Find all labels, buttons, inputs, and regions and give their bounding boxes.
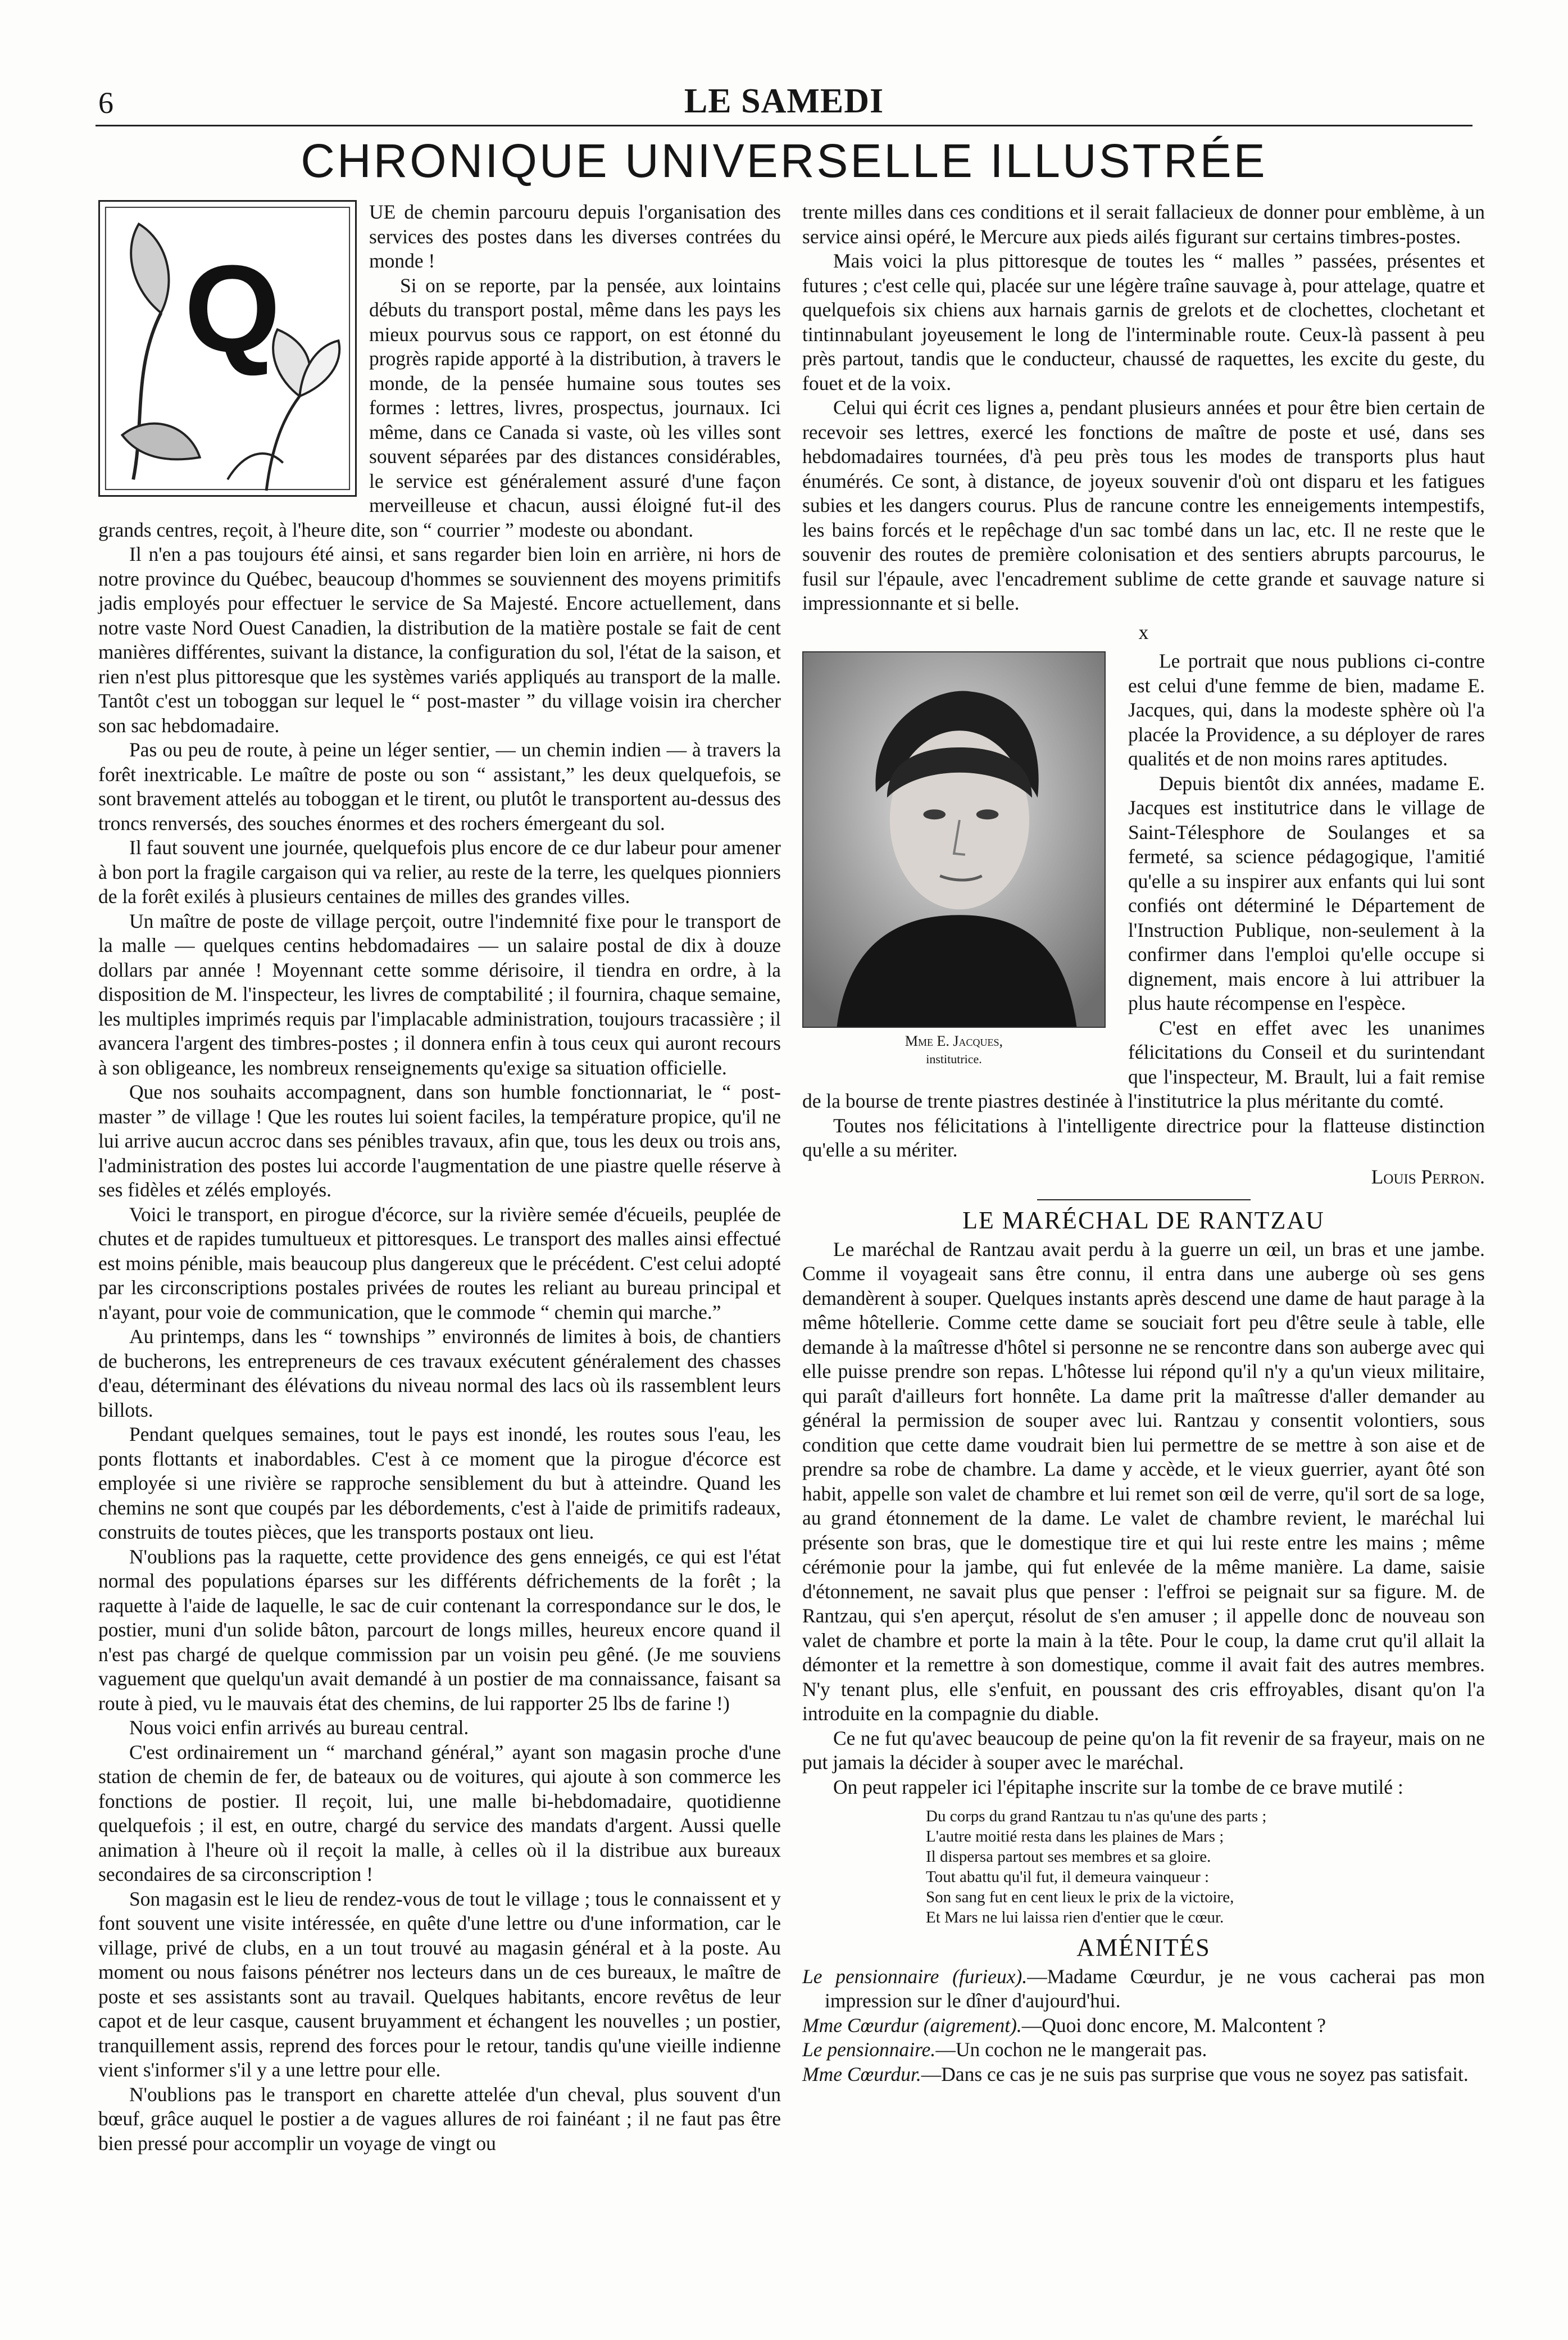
dropcap-illustration (98, 200, 357, 497)
section-divider (1037, 1199, 1251, 1200)
dialog-line (802, 2062, 1485, 2087)
author-signature: Louis Perron. (1371, 1165, 1485, 1188)
paragraph: Que nos souhaits accompagnent, dans son humble fonctionnariat, le “ post-master ” de village ! Que les routes lui soient faciles, la température propice, qu'il ne lui arrive aucun accroc dans ses pénibles travaux, afin que, tous les deux ou trois ans, l'administration des postes lui accorde l'augmentation de une piastre quelle réserve à ses fidèles et zélés employés. (98, 1081, 781, 1201)
caption-name: Mme E. Jacques, (905, 1033, 1003, 1049)
paragraph: Il faut souvent une journée, quelquefois plus encore de ce dur labeur pour amener à bon port la fragile cargaison qui va relier, au reste de la terre, les quelques pionniers de la forêt exilés à plusieurs centaines de milles des grandes villes. (98, 836, 781, 908)
caption-role: institutrice. (926, 1052, 982, 1066)
newspaper-title: LE SAMEDI (684, 82, 884, 120)
dialog-speaker: Le pensionnaire. (802, 2038, 936, 2061)
poem-line: Du corps du grand Rantzau tu n'as qu'une des parts ; (926, 1807, 1267, 1825)
portrait-photo (802, 651, 1106, 1028)
paragraph: Le portrait que nous publions ci-contre est celui d'une femme de bien, madame E. Jacques, qui, dans la modeste sphère où l'a placée la Providence, a su déployer de rares qualités et de non moins rares aptitudes. (1128, 650, 1485, 770)
poem-line: Et Mars ne lui laissa rien d'entier que le cœur. (926, 1908, 1224, 1926)
portrait-figure (802, 651, 1106, 1068)
paragraph: Si on se reporte, par la pensée, aux lointains débuts du transport postal, même dans les pays les mieux pourvus sous ce rapport, on est étonné du progrès rapide apporté à la distribution, à travers le monde, de la pensée humaine sous toutes ses formes : lettres, livres, prospectus, journaux. Ici même, dans ce Canada si vaste, où les villes sont souvent séparées par des distances considérables, le service est généralement assuré d'une façon merveilleuse et chacun, aussi éloigné fut-il des grands centres, reçoit, à l'heure dite, son “ courrier ” modeste ou abondant. (98, 274, 781, 541)
article-title-rantzau: LE MARÉCHAL DE RANTZAU (962, 1207, 1325, 1234)
dialog-line (802, 1965, 1485, 2014)
poem-line: Il dispersa partout ses membres et sa gloire. (926, 1848, 1211, 1866)
dialog-text: —Madame Cœurdur, je ne vous cacherai pas mon impression sur le dîner d'aujourd'hui. (825, 1965, 1485, 2012)
right-column (802, 200, 1485, 2087)
paragraph: Nous voici enfin arrivés au bureau central. (129, 1716, 469, 1739)
epitaph-poem (926, 1806, 1485, 1928)
paragraph: Son magasin est le lieu de rendez-vous de tout le village ; tous le connaissent et y font souvent une visite intéressée, en quête d'une lettre ou d'une information, car le village, privé de clubs, en a un tout trouvé au magasin général et à la poste. Au moment ou nous faisons pénétrer nos lecteurs dans un de ces bureaux, le maître de poste et ses assistants sont au travail. Quelques habitants, encore revêtus de leur capot et de leur casque, causent bruyamment et échangent les nouvelles ; un postier, tranquillement assis, reprend des forces pour le retour, tandis qu'une vieille indienne vient s'informer s'il y a une lettre pour elle. (98, 1887, 781, 2081)
dialog-speaker: Le pensionnaire (furieux). (802, 1965, 1028, 1988)
paragraph: N'oublions pas le transport en charette attelée d'un cheval, plus souvent d'un bœuf, grâce auquel le postier a de vagues allures de roi fainéant ; il ne faut pas être bien pressé pour accomplir un voyage de vingt ou (98, 2083, 781, 2155)
dropcap-letter: Q (184, 239, 281, 378)
paragraph: Pas ou peu de route, à peine un léger sentier, — un chemin indien — à travers la forêt inextricable. Le maître de poste ou son “ assistant,” les deux quelquefois, se sont bravement attelés au toboggan et le tirent, ou plutôt le transportent au-dessus des troncs renversés, des souches énormes et des rochers émergeant du sol. (98, 738, 781, 835)
paragraph: Depuis bientôt dix années, madame E. Jacques est institutrice dans le village de Saint-Télesphore de Soulanges et sa fermeté, sa science pédagogique, l'amitié qu'elle a su inspirer aux enfants qui lui sont confiés ont déterminé le Département de l'Instruction Publique, non-seulement à la confirmer dans l'emploi qu'elle occupe si dignement, mais encore à lui attribuer la plus haute récompense en l'espèce. (1128, 772, 1485, 1014)
paragraph: Le maréchal de Rantzau avait perdu à la guerre un œil, un bras et une jambe. Comme il voyageait sans être connu, il entra dans une auberge où ses gens demandèrent à souper. Quelques instants après descend une dame de haut parage à la même hôtellerie. Comme cette dame se souciait fort peu d'être seule à table, elle demande à la maîtresse d'hôtel si personne ne se rencontre dans son auberge avec qui elle puisse prendre son repas. L'hôtesse lui répond qu'il n'y a qu'un vieux militaire, qui paraît d'ailleurs fort honnête. La dame prit la maîtresse d'aller demander au général la permission de souper avec lui. Rantzau y consentit volontiers, sous condition que cette dame voudrait bien lui permettre de se mettre à son aise et de prendre sa robe de chambre. La dame y accède, et le vieux guerrier, ayant ôté son habit, appelle son valet de chambre et lui remet son œil de verre, qu'il sort de sa loge, au grand étonnement de la dame. Le valet de chambre revient, le maréchal lui présente son bras, que le domestique tire et qui lui reste entre les mains ; même cérémonie pour la jambe, qui fut enlevée de la même manière. La dame, saisie d'étonnement, ne savait plus que penser : l'effroi se peignait sur sa figure. M. de Rantzau, qui s'en aperçut, résolut de s'en amuser ; il appelle donc de nouveau son valet de chambre et porte la main à la tête. Pour le coup, la dame crut qu'il allait la démonter et la remettre à son domestique, comme il avait fait des autres membres. N'y tenant plus, elle s'enfuit, en poussant des cris effroyables, disant qu'on l'a introduite en la compagnie du diable. (802, 1237, 1485, 1725)
dialog-text: —Un cochon ne le mangerait pas. (935, 2038, 1207, 2061)
section-subtitle: CHRONIQUE UNIVERSELLE ILLUSTRÉE (301, 134, 1267, 187)
paragraph: Mais voici la plus pittoresque de toutes les “ malles ” passées, présentes et futures ; c'est celle qui, placée sur une légère traîne sauvage à, pour attelage, quatre et quelquefois six chiens aux harnais garnis de grelots et de clochettes, clochetant et tintinnabulant joyeusement le long de l'interminable route. Ceux-là passent à peu près partout, tandis que le conducteur, chaussé de raquettes, les excite du geste, du fouet et de la voix. (802, 250, 1485, 394)
paragraph: Toutes nos félicitations à l'intelligente directrice pour la flatteuse distinction qu'elle a su mériter. (802, 1114, 1485, 1161)
page-number: 6 (98, 86, 113, 120)
paragraph: Il n'en a pas toujours été ainsi, et sans regarder bien loin en arrière, ni hors de notre province du Québec, beaucoup d'hommes se souviennent des moyens primitifs jadis employés pour effectuer le service de Sa Majesté. Encore actuellement, dans notre vaste Nord Ouest Canadien, la distribution de la matière postale se fait de cent manières différentes, suivant la distance, la configuration du sol, l'état de la saison, et rien n'est plus pittoresque que les systèmes variés appliqués au transport de la malle. Tantôt c'est un toboggan sur lequel le “ post-master ” du village voisin ira chercher son sac hebdomadaire. (98, 543, 781, 737)
dialog-block (802, 1965, 1485, 2087)
paragraph: Pendant quelques semaines, tout le pays est inondé, les routes sous l'eau, les ponts flottants et inabordables. C'est à ce moment que la pirogue d'écorce est employée si une rivière se rapproche sensiblement du but à atteindre. Quand les chemins ne sont que coupés par les débordements, c'est à l'aide de primitifs radeaux, construits de toutes pièces, que les transports postaux ont lieu. (98, 1423, 781, 1543)
paragraph: N'oublions pas la raquette, cette providence des gens enneigés, ce qui est l'état normal des populations éparses sur les différents défrichements de la forêt ; la raquette à l'aide de laquelle, le sac de cuir contenant la correspondance sur le dos, le postier, muni d'un solide bâton, parcourt de longs milles, heureux encore quand il n'est pas chargé de quelque commission par un voisin peu gêné. (Je me souviens vaguement que quelqu'un avait demandé à un postier de ma connaissance, faisant sa route à pied, vu le mauvais état des chemins, de lui rapporter 25 lbs de farine !) (98, 1545, 781, 1715)
left-column (98, 200, 781, 2156)
poem-line: Son sang fut en cent lieux le prix de la victoire, (926, 1888, 1234, 1906)
paragraph: C'est ordinairement un “ marchand général,” ayant son magasin proche d'une station de chemin de fer, de bateaux ou de voitures, qui ajoute à son commerce les fonctions de postier. Il reçoit, lui, une malle bi-hebdomadaire, quotidienne quelquefois ; il est, en outre, chargé du service des mandats d'argent. Aussi quelle animation à l'heure où il reçoit la malle, à celles où il la distribue aux bureaux secondaires de sa circonscription ! (98, 1740, 781, 1885)
dialog-line (802, 2014, 1485, 2038)
dialog-text: —Quoi donc encore, M. Malcontent ? (1021, 2014, 1326, 2037)
dialog-text: —Dans ce cas je ne suis pas surprise que vous ne soyez pas satisfait. (921, 2062, 1469, 2085)
paragraph: On peut rappeler ici l'épitaphe inscrite sur la tombe de ce brave mutilé : (833, 1775, 1403, 1798)
poem-line: Tout abattu qu'il fut, il demeura vainqueur : (926, 1868, 1210, 1886)
separator-mark: x (1138, 620, 1149, 643)
woman-portrait-icon (803, 652, 1105, 1027)
dialog-line (802, 2038, 1485, 2062)
paragraph: Celui qui écrit ces lignes a, pendant plusieurs années et pour être bien certain de recevoir ses lettres, exercé les fonctions de maître de poste et usé, dans ses hebdomadaires tournées, d'à peu près tous les modes de transports plus haut énumérés. Ce sont, à distance, de joyeux souvenir d'où ont disparu et les fatigues subies et les dangers courus. Plus de rancune contre les enneigements intempestifs, les bains forcés et le repêchage d'un sac tombé dans un lac, etc. Il ne reste que le souvenir des routes de première colonisation et des sentiers abrupts parcourus, le fusil sur l'épaule, avec l'encadrement sublime de cette grande et sauvage nature si impressionnante et si belle. (802, 396, 1485, 614)
dialog-speaker: Mme Cœurdur. (802, 2062, 921, 2085)
paragraph: UE de chemin parcouru depuis l'organisation des services des postes dans les diverses contrées du monde ! (369, 201, 781, 272)
paragraph: Un maître de poste de village perçoit, outre l'indemnité fixe pour le transport de la malle — quelques centins hebdomadaires — un salaire postal de dix à douze dollars par année ! Moyennant cette somme dérisoire, il tiendra en ordre, à la disposition de M. l'inspecteur, les livres de comptabilité ; il fournira, chaque semaine, les multiples imprimés requis par l'implacable administration, toujours tracassière ; il avancera l'argent des timbres-postes ; il donnera enfin à tous ceux qui auront recours à son obligeance, les nombreux renseignements qu'exige sa situation officielle. (98, 909, 781, 1079)
article-title-amenites: AMÉNITÉS (1076, 1934, 1211, 1961)
paragraph: trente milles dans ces conditions et il serait fallacieux de donner pour emblème, à un service ainsi opéré, le Mercure aux pieds ailés figurant sur certains timbres-postes. (802, 201, 1485, 248)
header-rule (96, 125, 1472, 126)
portrait-caption (802, 1032, 1106, 1068)
dialog-speaker: Mme Cœurdur (aigrement). (802, 2014, 1022, 2037)
paragraph: Au printemps, dans les “ townships ” environnés de limites à bois, de chantiers de bucherons, les entrepreneurs de ces travaux exécutent généralement des chasses d'eau, déterminant des élévations du niveau normal des lacs où ils rassemblent leurs billots. (98, 1325, 781, 1421)
poem-line: L'autre moitié resta dans les plaines de Mars ; (926, 1827, 1224, 1845)
paragraph: Voici le transport, en pirogue d'écorce, sur la rivière semée d'écueils, peuplée de chutes et de rapides tumultueux et pittoresques. Le transport des malles ainsi effectué est moins pénible, mais beaucoup plus dangereux que le précédent. C'est celui adopté par les circonscriptions postales privées de routes les reliant au bureau principal et n'ayant, pour voie de communication, que le commode “ chemin qui marche.” (98, 1203, 781, 1323)
paragraph: C'est en effet avec les unanimes félicitations du Conseil et du surintendant que l'inspecteur, M. Brault, lui a fait remise de la bourse de trente piastres destinée à l'institutrice la plus méritante du comté. (802, 1016, 1485, 1112)
paragraph: Ce ne fut qu'avec beaucoup de peine qu'on la fit revenir de sa frayeur, mais on ne put jamais la décider à souper avec le maréchal. (802, 1726, 1485, 1774)
